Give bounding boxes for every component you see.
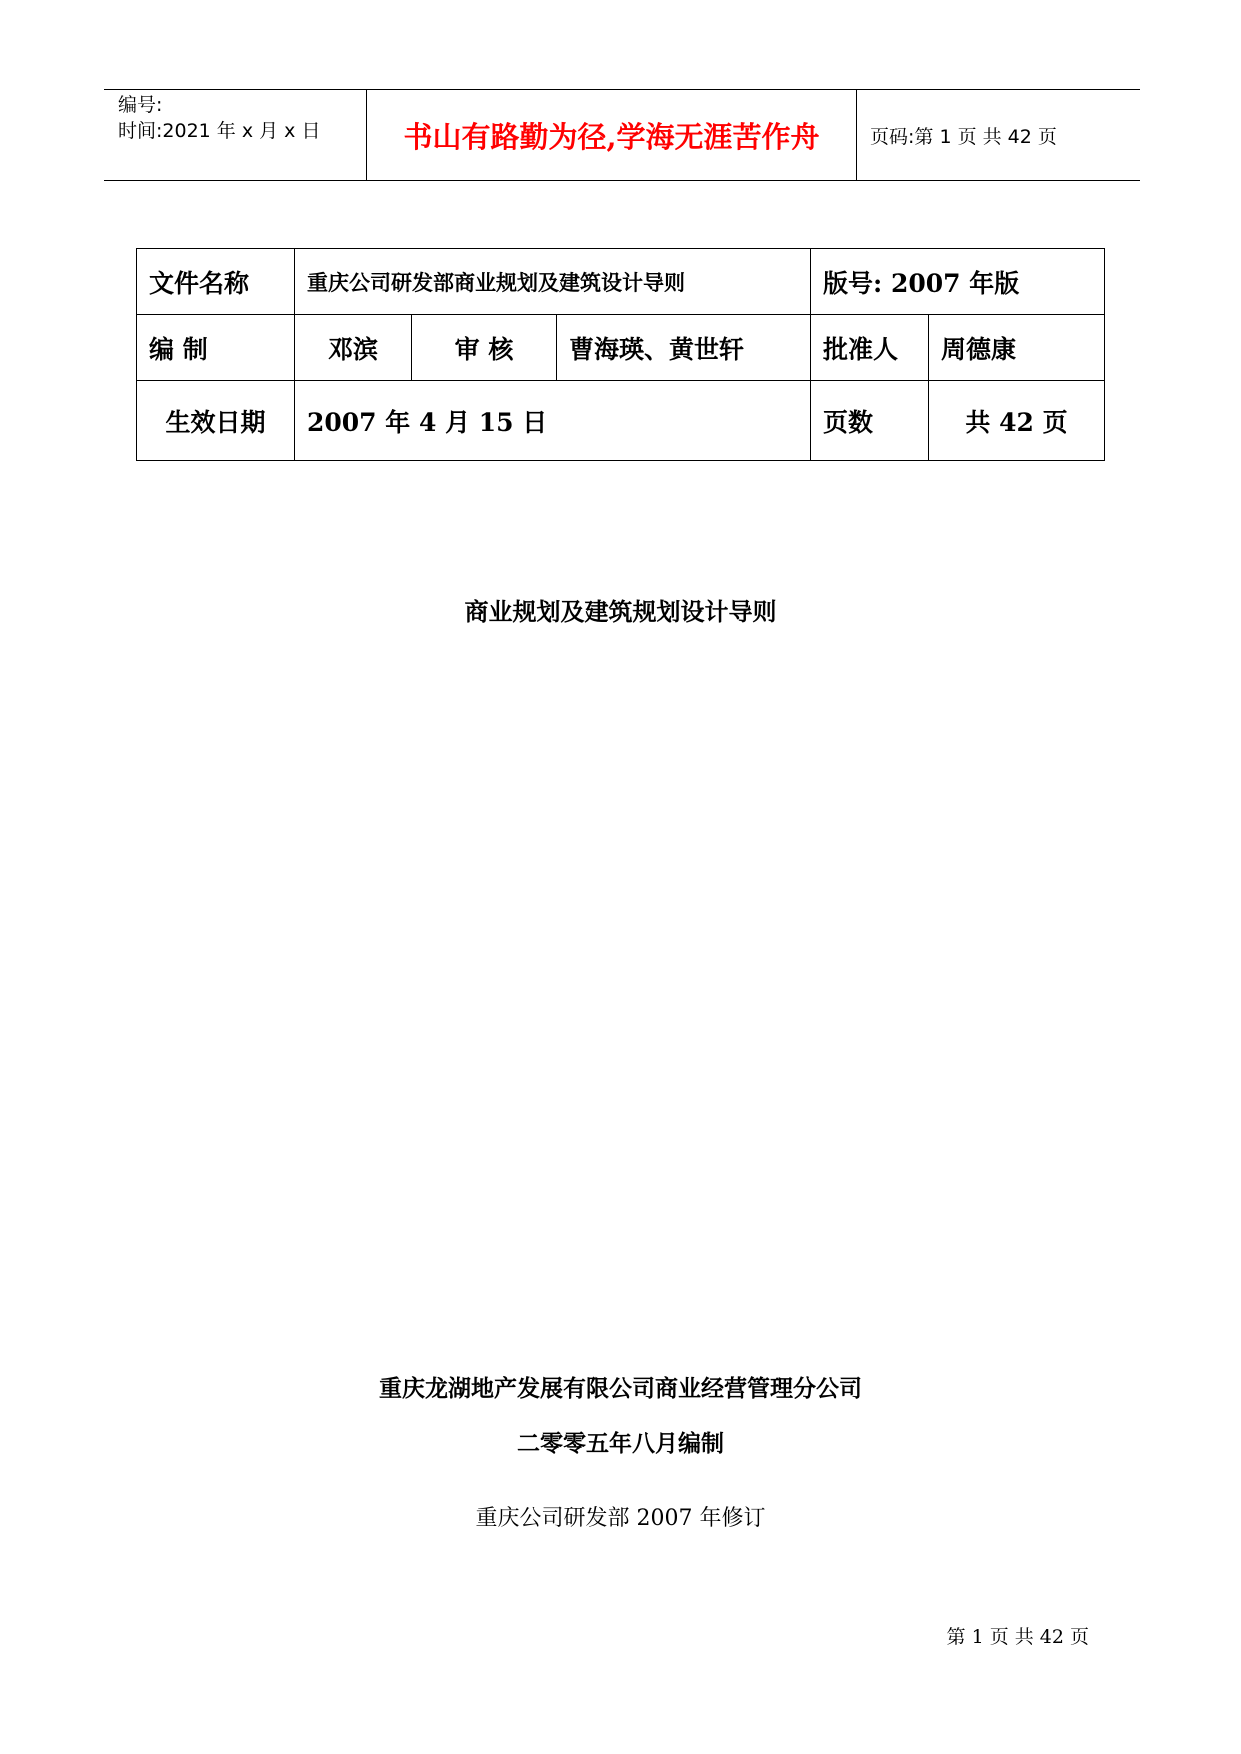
table-row: [137, 381, 1105, 461]
footer-page-number: 第 1 页 共 42 页: [946, 1626, 1089, 1648]
reviewer-label: 审 核: [412, 315, 557, 381]
editor-label: 编 制: [137, 315, 295, 381]
effective-date-label: 生效日期: [137, 381, 295, 461]
serial-number-label: 编号:: [118, 94, 163, 116]
document-header: [104, 89, 1140, 181]
approver-value: 周德康: [929, 315, 1105, 381]
editor-value: 邓滨: [295, 315, 412, 381]
company-name: 重庆龙湖地产发展有限公司商业经营管理分公司: [379, 1375, 862, 1402]
version-cell: 版号: 2007 年版: [811, 249, 1105, 315]
header-motto: 书山有路勤为径,学海无涯苦作舟: [367, 90, 857, 180]
file-name-label: 文件名称: [137, 249, 295, 315]
document-info-table: [136, 248, 1105, 461]
compiled-date: 二零零五年八月编制: [517, 1430, 724, 1457]
reviewer-value: 曹海瑛、黄世轩: [557, 315, 811, 381]
pages-value: 共 42 页: [929, 381, 1105, 461]
pages-label: 页数: [811, 381, 929, 461]
header-meta: [104, 90, 367, 180]
approver-label: 批准人: [811, 315, 929, 381]
effective-date-value: 2007 年 4 月 15 日: [295, 381, 811, 461]
header-page-label: 页码:第 1 页 共 42 页: [870, 125, 1057, 148]
time-label: 时间:2021 年 x 月 x 日: [118, 120, 321, 142]
table-row: [137, 249, 1105, 315]
table-row: [137, 315, 1105, 381]
document-title: 商业规划及建筑规划设计导则: [464, 597, 777, 626]
revision-note: 重庆公司研发部 2007 年修订: [475, 1506, 766, 1531]
file-name-value: 重庆公司研发部商业规划及建筑设计导则: [295, 249, 811, 315]
